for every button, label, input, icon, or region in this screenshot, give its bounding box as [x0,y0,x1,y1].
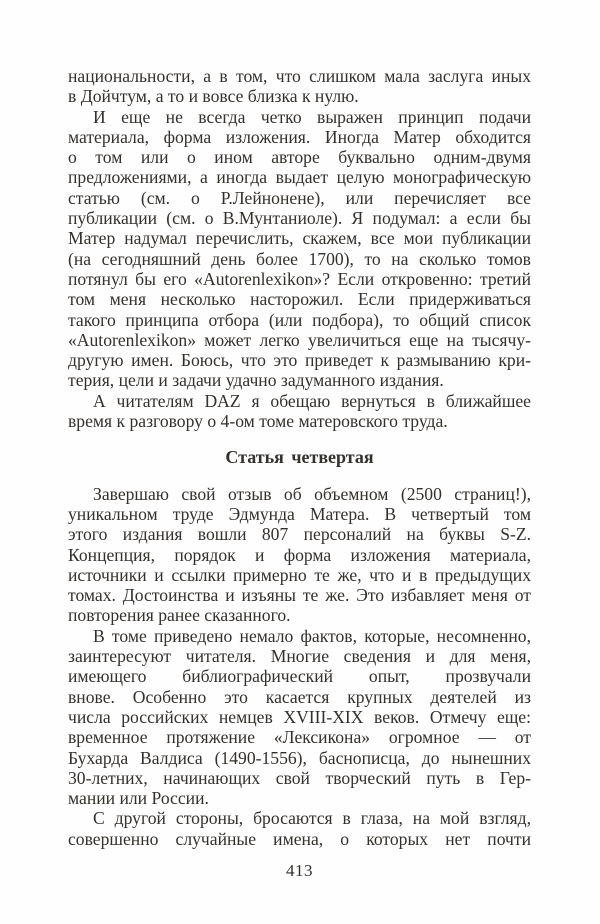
text-line: Завершаю свой отзыв об объемном (2500 страниц!), [93,483,531,504]
text-line: С другой стороны, бросаются в глаза, на мой взгляд, [93,808,531,829]
text-line: А читателям DAZ я обещаю вернуться в ближайшее [93,390,531,411]
text-line: совершенно случайные имена, о которых нет почти [68,828,531,849]
text-line: Концепция, порядок и форма изложения материала, [68,544,531,565]
text-line: «Autorenlexikon» может легко увеличиться еще на тысячу- [68,329,531,350]
text-line: Матер надумал перечислить, скажем, все мои публикации [68,228,531,249]
text-line: источники и ссылки примерно те же, что и в предыдущих [68,564,531,585]
text-line: Бухарда Валдиса (1490-1556), баснописца, до нынешних [68,747,531,768]
text-line: о том или о ином авторе буквально одним-двумя [68,147,531,168]
text-line: В томе приведено немало фактов, которые, несомненно, [93,625,531,646]
text-line: временное протяжение «Лексикона» огромное — от [68,727,531,748]
text-line: такого принципа отбора (или подбора), то общий список [68,309,531,330]
text-line: время к разговору о 4-ом томе матеровского труда. [68,411,448,432]
text-line: (на сегодняшний день более 1700), то на сколько томов [68,248,531,269]
text-line: уникальном труде Эдмунда Матера. В четвертый том [68,503,531,524]
text-line: повторения ранее сказанного. [68,605,291,626]
text-line: публикации (см. о В.Мунтаниоле). Я подумал: а если бы [68,208,531,229]
text-line: имеющего библиографический опыт, прозвучали [68,666,531,687]
text-line: том меня несколько насторожил. Если придерживаться [68,289,531,310]
text-line: статью (см. о Р.Лейнонене), или перечисляет все [68,187,531,208]
text-line: другую имен. Боюсь, что это приведет к размыванию кри- [68,350,531,371]
text-line: томах. Достоинства и изъяны те же. Это избавляет меня от [68,585,531,606]
page-text [68,66,531,881]
text-line: национальности, а в том, что слишком мала заслуга иных [68,66,531,86]
text-line: потянул бы его «Autorenlexikon»? Если откровенно: третий [68,268,531,289]
text-line: терия, цели и задачи удачно задуманного издания. [68,370,444,391]
text-line: в Дойчтум, а то и вовсе близка к нулю. [68,86,359,107]
text-line: И еще не всегда четко выражен принцип подачи [93,106,531,127]
text-line: этого издания вошли 807 персоналий на буквы S-Z. [68,524,531,545]
text-line: внове. Особенно это касается крупных деятелей из [68,686,531,707]
text-line: мании или России. [68,788,209,809]
section-heading: Статья четвертая [225,447,374,468]
text-line: заинтересуют читателя. Многие сведения и для меня, [68,646,531,667]
text-line: предложениями, а иногда выдает целую монографическую [68,167,531,188]
text-line: материала, форма изложения. Иногда Матер обходится [68,126,531,147]
page-number: 413 [286,860,313,880]
text-line: 30-летних, начинающих свой творческий путь в Гер- [68,767,531,788]
text-line: числа российских немцев XVIII-XIX веков. Отмечу еще: [68,706,531,727]
